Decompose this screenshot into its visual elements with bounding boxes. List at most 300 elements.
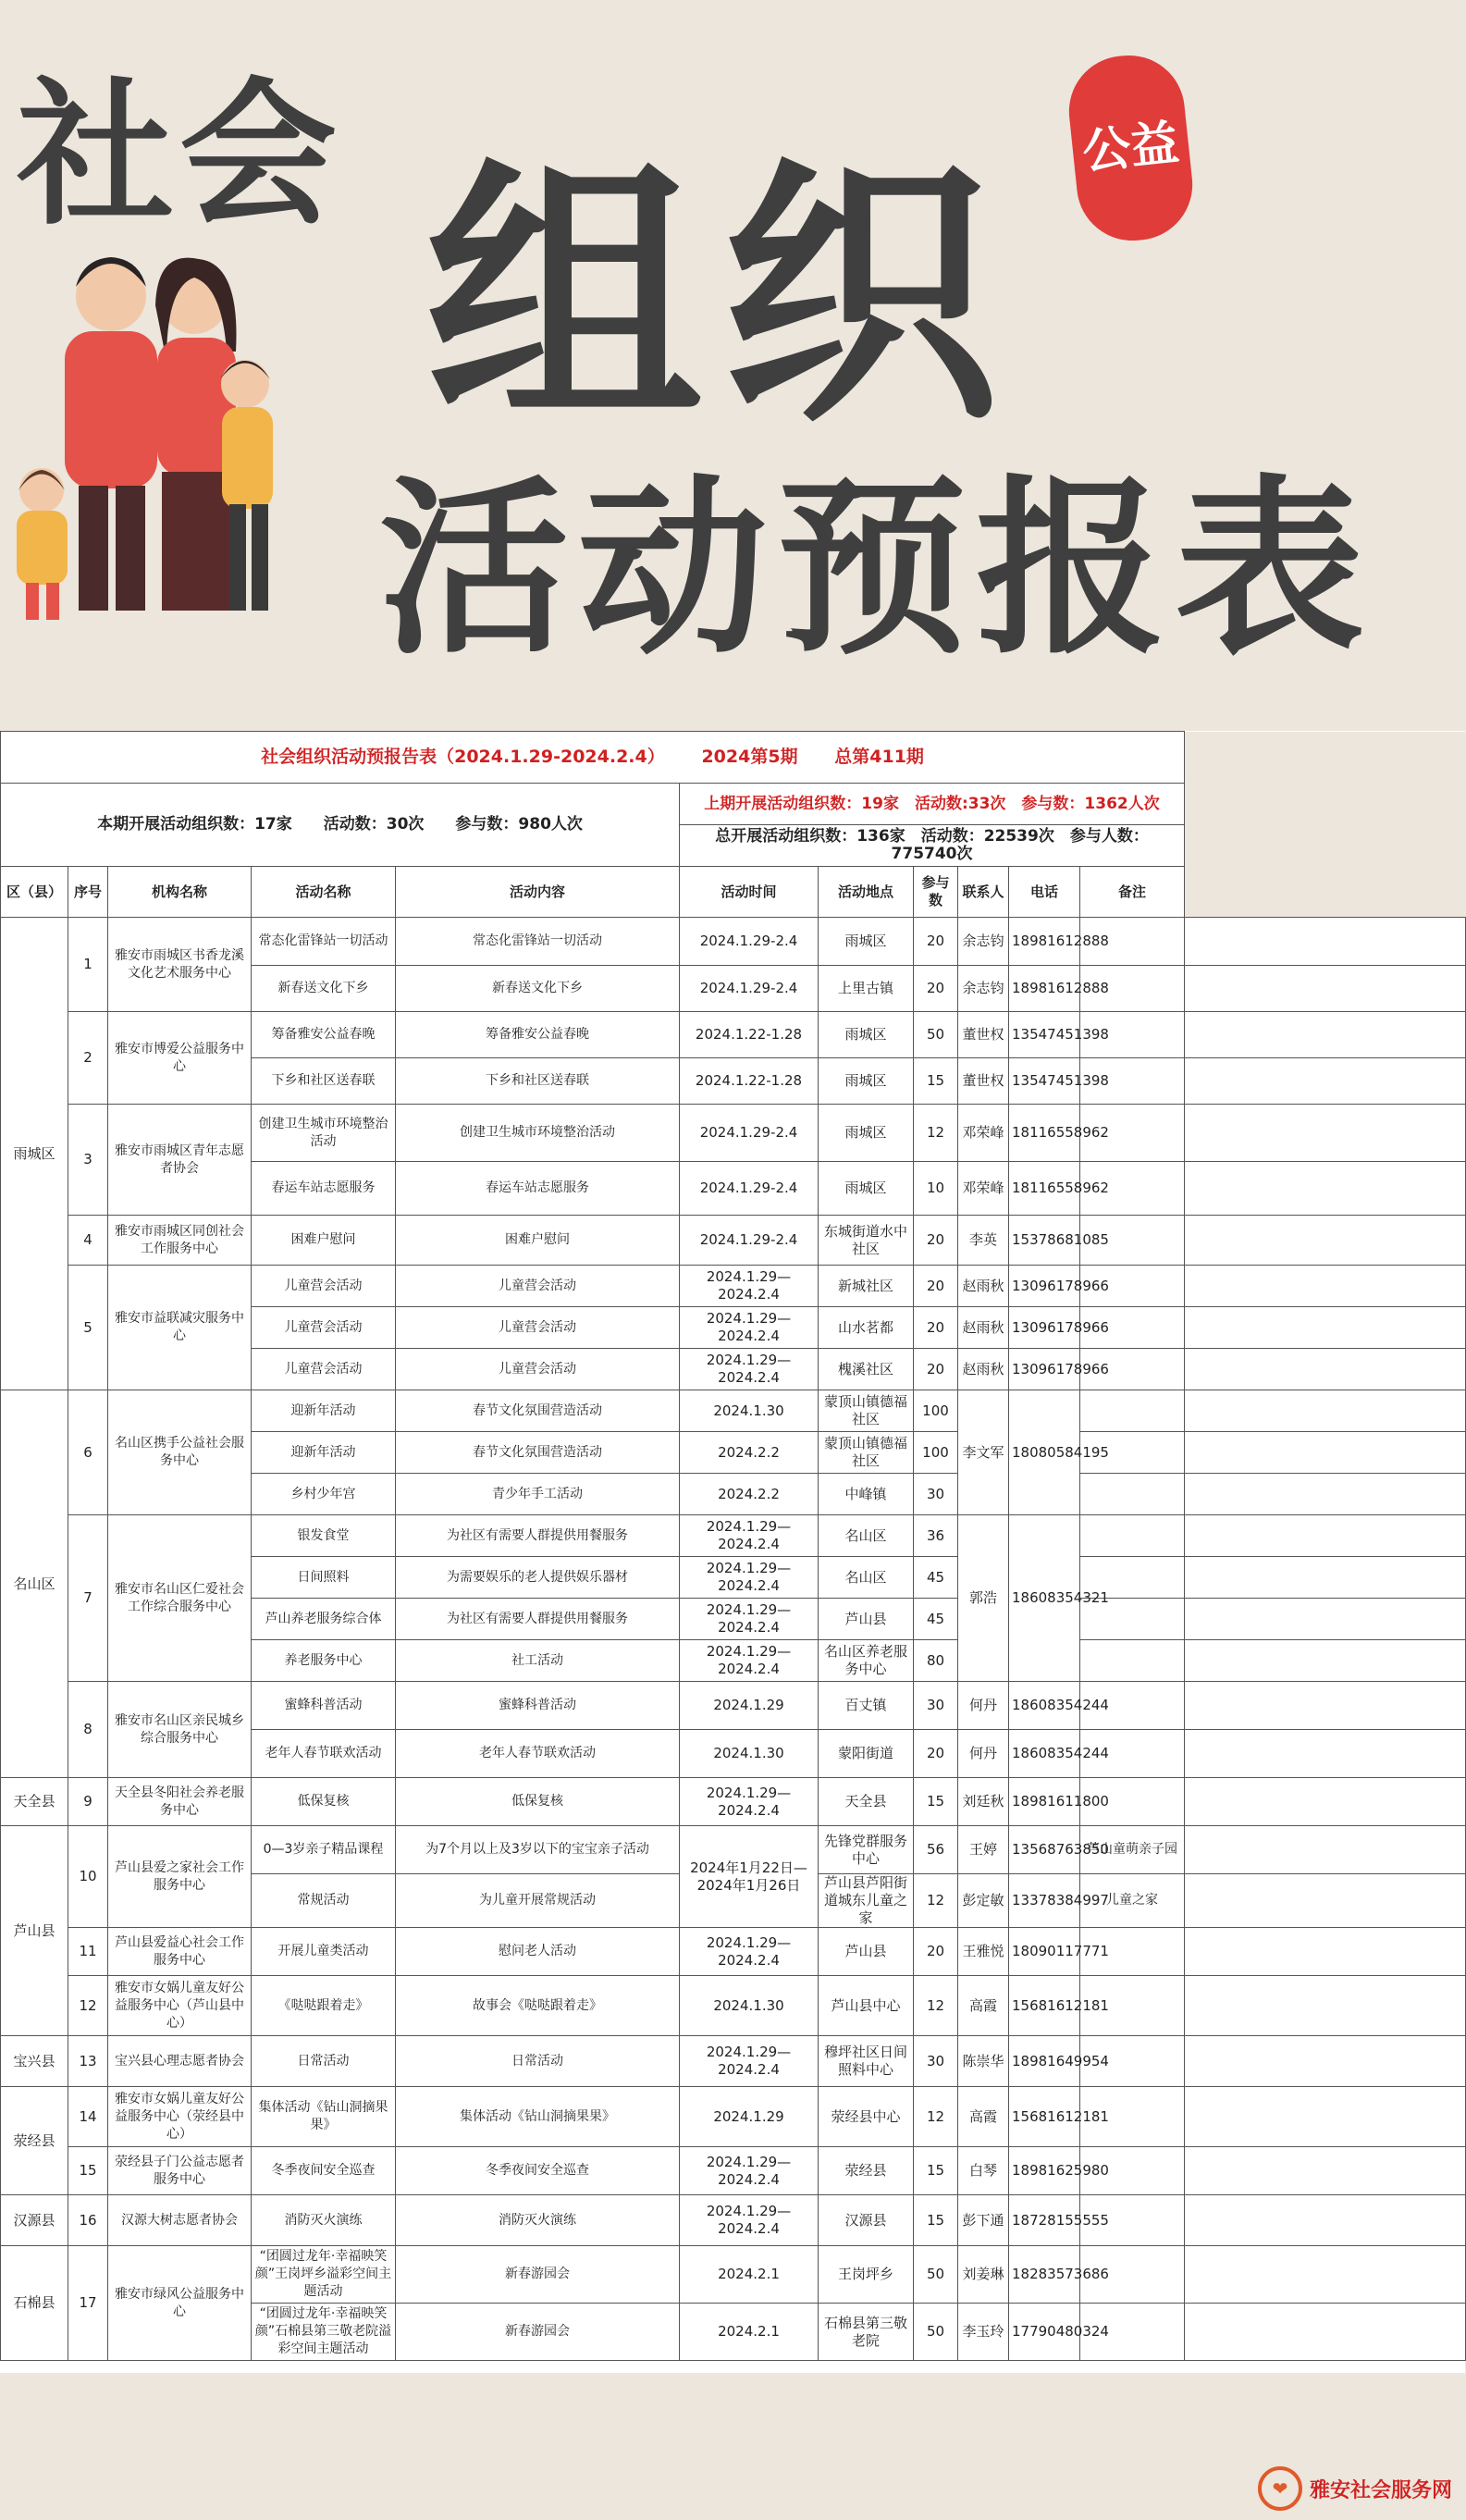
cell-phone: 13568763850 — [1009, 1826, 1080, 1874]
cell-name: 创建卫生城市环境整治活动 — [252, 1105, 396, 1162]
cell-content: 新春游园会 — [396, 2304, 680, 2361]
cell-content: 为儿童开展常规活动 — [396, 1874, 680, 1928]
cell-place: 名山区 — [819, 1557, 914, 1599]
cell-phone: 18981649954 — [1009, 2036, 1080, 2087]
table-row — [1, 1826, 1466, 1874]
cell-count: 20 — [914, 1730, 958, 1778]
cell-time: 2024.1.29 — [680, 2087, 819, 2147]
cell-count: 15 — [914, 2195, 958, 2246]
cell-blank — [1185, 2195, 1466, 2246]
cell-name: 儿童营会活动 — [252, 1349, 396, 1390]
cell-place: 东城街道水中社区 — [819, 1216, 914, 1266]
cell-time: 2024.1.29-2.4 — [680, 966, 819, 1012]
cell-phone: 13096178966 — [1009, 1349, 1080, 1390]
cell-district: 雨城区 — [1, 918, 68, 1390]
cell-blank — [1185, 1826, 1466, 1874]
cell-district: 芦山县 — [1, 1826, 68, 2036]
banner-title-line2: 组织 — [425, 136, 1017, 459]
cell-content: 儿童营会活动 — [396, 1266, 680, 1307]
cell-count: 12 — [914, 1105, 958, 1162]
cell-count: 20 — [914, 1216, 958, 1266]
cell-blank — [1185, 966, 1466, 1012]
table-row — [1, 1682, 1466, 1730]
cell-contact: 李文军 — [958, 1390, 1009, 1515]
charity-stamp-icon — [1064, 50, 1198, 246]
cell-name: 蜜蜂科普活动 — [252, 1682, 396, 1730]
cell-blank — [1185, 1216, 1466, 1266]
cell-name: 迎新年活动 — [252, 1390, 396, 1432]
cell-note — [1080, 1515, 1185, 1557]
cell-name: “团圆过龙年·幸福映笑颜”王岗坪乡溢彩空间主题活动 — [252, 2246, 396, 2304]
cell-content: 儿童营会活动 — [396, 1307, 680, 1349]
cell-time: 2024.1.30 — [680, 1390, 819, 1432]
cell-time: 2024.1.29—2024.2.4 — [680, 1266, 819, 1307]
cell-name: 0—3岁亲子精品课程 — [252, 1826, 396, 1874]
header-row — [1, 867, 1466, 918]
cell-contact: 白琴 — [958, 2147, 1009, 2195]
cell-blank — [1185, 1778, 1466, 1826]
cell-count: 12 — [914, 1874, 958, 1928]
cell-time: 2024.1.29—2024.2.4 — [680, 1778, 819, 1826]
cell-time: 2024.2.1 — [680, 2246, 819, 2304]
cell-count: 20 — [914, 1928, 958, 1976]
cell-contact: 王雅悦 — [958, 1928, 1009, 1976]
cell-contact: 高霞 — [958, 1976, 1009, 2036]
cell-phone: 18608354244 — [1009, 1682, 1080, 1730]
cell-blank — [1185, 1874, 1466, 1928]
cell-content: 蜜蜂科普活动 — [396, 1682, 680, 1730]
cell-contact: 李玉玲 — [958, 2304, 1009, 2361]
table-row — [1, 1976, 1466, 2036]
cell-blank — [1185, 2246, 1466, 2304]
cell-content: 春节文化氛围营造活动 — [396, 1432, 680, 1474]
cell-time: 2024.1.29—2024.2.4 — [680, 2036, 819, 2087]
site-logo — [1258, 2468, 1452, 2509]
cell-blank — [1185, 1515, 1466, 1557]
cell-content: 为社区有需要人群提供用餐服务 — [396, 1599, 680, 1640]
cell-place: 上里古镇 — [819, 966, 914, 1012]
cell-contact: 余志钧 — [958, 918, 1009, 966]
cell-time: 2024.1.29—2024.2.4 — [680, 1928, 819, 1976]
cell-time: 2024.1.29—2024.2.4 — [680, 1640, 819, 1682]
cell-count: 100 — [914, 1432, 958, 1474]
cell-contact: 董世权 — [958, 1012, 1009, 1058]
header-contact: 联系人 — [958, 867, 1009, 918]
cell-content: 老年人春节联欢活动 — [396, 1730, 680, 1778]
cell-no: 15 — [68, 2147, 108, 2195]
cell-contact: 李英 — [958, 1216, 1009, 1266]
summary-current: 本期开展活动组织数：17家 活动数：30次 参与数：980人次 — [1, 784, 680, 867]
cell-time: 2024.1.29 — [680, 1682, 819, 1730]
cell-phone: 18116558962 — [1009, 1162, 1080, 1216]
cell-contact: 高霞 — [958, 2087, 1009, 2147]
cell-count: 15 — [914, 2147, 958, 2195]
cell-place: 先锋党群服务中心 — [819, 1826, 914, 1874]
cell-org: 雅安市女娲儿童友好公益服务中心（荥经县中心） — [108, 2087, 252, 2147]
header-district: 区（县） — [1, 867, 68, 918]
cell-no: 2 — [68, 1012, 108, 1105]
cell-time: 2024.1.22-1.28 — [680, 1058, 819, 1105]
cell-content: 慰问老人活动 — [396, 1928, 680, 1976]
header-content: 活动内容 — [396, 867, 680, 918]
cell-blank — [1185, 1266, 1466, 1307]
cell-name: 迎新年活动 — [252, 1432, 396, 1474]
cell-phone: 18981611800 — [1009, 1778, 1080, 1826]
cell-content: 为社区有需要人群提供用餐服务 — [396, 1515, 680, 1557]
cell-no: 14 — [68, 2087, 108, 2147]
header-name: 活动名称 — [252, 867, 396, 918]
cell-contact: 王婷 — [958, 1826, 1009, 1874]
cell-contact: 彭定敏 — [958, 1874, 1009, 1928]
cell-count: 100 — [914, 1390, 958, 1432]
summary-total: 总开展活动组织数：136家 活动数：22539次 参与人数：775740次 — [680, 825, 1185, 867]
cell-org: 芦山县爱益心社会工作服务中心 — [108, 1928, 252, 1976]
cell-note — [1080, 1640, 1185, 1682]
cell-count: 30 — [914, 2036, 958, 2087]
cell-count: 15 — [914, 1058, 958, 1105]
cell-place: 雨城区 — [819, 1058, 914, 1105]
cell-content: 春运车站志愿服务 — [396, 1162, 680, 1216]
cell-content: 常态化雷锋站一切活动 — [396, 918, 680, 966]
cell-blank — [1185, 2304, 1466, 2361]
cell-contact: 刘廷秋 — [958, 1778, 1009, 1826]
cell-name: 集体活动《钻山洞摘果果》 — [252, 2087, 396, 2147]
cell-place: 芦山县芦阳街道城东儿童之家 — [819, 1874, 914, 1928]
cell-place: 蒙顶山镇德福社区 — [819, 1390, 914, 1432]
cell-time: 2024.1.29-2.4 — [680, 918, 819, 966]
header-no: 序号 — [68, 867, 108, 918]
activity-report-table — [0, 731, 1466, 2361]
cell-time: 2024.1.29-2.4 — [680, 1216, 819, 1266]
cell-time: 2024.2.1 — [680, 2304, 819, 2361]
cell-blank — [1185, 1307, 1466, 1349]
cell-blank — [1185, 1390, 1466, 1432]
cell-count: 15 — [914, 1778, 958, 1826]
cell-count: 12 — [914, 1976, 958, 2036]
cell-phone: 13096178966 — [1009, 1266, 1080, 1307]
cell-count: 20 — [914, 1266, 958, 1307]
cell-count: 12 — [914, 2087, 958, 2147]
cell-note — [1080, 1390, 1185, 1432]
table-row — [1, 1266, 1466, 1307]
cell-org: 天全县冬阳社会养老服务中心 — [108, 1778, 252, 1826]
cell-org: 雅安市博爱公益服务中心 — [108, 1012, 252, 1105]
cell-contact: 赵雨秋 — [958, 1266, 1009, 1307]
cell-phone: 18283573686 — [1009, 2246, 1080, 2304]
cell-contact: 何丹 — [958, 1682, 1009, 1730]
cell-place: 芦山县 — [819, 1928, 914, 1976]
cell-place: 芦山县中心 — [819, 1976, 914, 2036]
cell-content: 青少年手工活动 — [396, 1474, 680, 1515]
cell-count: 30 — [914, 1474, 958, 1515]
cell-phone: 18116558962 — [1009, 1105, 1080, 1162]
table-row — [1, 2036, 1466, 2087]
table-row — [1, 2147, 1466, 2195]
cell-blank — [1185, 1162, 1466, 1216]
cell-district: 宝兴县 — [1, 2036, 68, 2087]
cell-district: 名山区 — [1, 1390, 68, 1778]
cell-count: 36 — [914, 1515, 958, 1557]
cell-name: 低保复核 — [252, 1778, 396, 1826]
cell-name: 下乡和社区送春联 — [252, 1058, 396, 1105]
cell-contact: 陈崇华 — [958, 2036, 1009, 2087]
activity-report-sheet — [0, 731, 1465, 2373]
cell-name: 老年人春节联欢活动 — [252, 1730, 396, 1778]
cell-blank — [1185, 1682, 1466, 1730]
cell-contact: 赵雨秋 — [958, 1349, 1009, 1390]
cell-no: 1 — [68, 918, 108, 1012]
cell-place: 蒙阳街道 — [819, 1730, 914, 1778]
cell-place: 汉源县 — [819, 2195, 914, 2246]
cell-time: 2024.1.30 — [680, 1730, 819, 1778]
cell-blank — [1185, 1730, 1466, 1778]
cell-blank — [1185, 1058, 1466, 1105]
family-illustration-icon — [9, 222, 305, 629]
table-row — [1, 2195, 1466, 2246]
cell-count: 20 — [914, 966, 958, 1012]
cell-phone: 18981625980 — [1009, 2147, 1080, 2195]
cell-content: 困难户慰问 — [396, 1216, 680, 1266]
cell-count: 10 — [914, 1162, 958, 1216]
cell-name: 冬季夜间安全巡查 — [252, 2147, 396, 2195]
cell-blank — [1185, 1349, 1466, 1390]
table-body — [1, 918, 1466, 2361]
cell-contact: 彭下通 — [958, 2195, 1009, 2246]
logo-ring-icon: ❤ — [1258, 2466, 1302, 2511]
cell-org: 名山区携手公益社会服务中心 — [108, 1390, 252, 1515]
table-row — [1, 1105, 1466, 1162]
cell-phone: 15681612181 — [1009, 2087, 1080, 2147]
cell-phone: 15378681085 — [1009, 1216, 1080, 1266]
cell-org: 雅安市名山区仁爱社会工作综合服务中心 — [108, 1515, 252, 1682]
cell-content: 社工活动 — [396, 1640, 680, 1682]
cell-time: 2024.1.29—2024.2.4 — [680, 1599, 819, 1640]
report-issue: 2024第5期 — [701, 747, 798, 767]
logo-text: 雅安社会服务网 — [1310, 2478, 1453, 2502]
cell-no: 5 — [68, 1266, 108, 1390]
table-row — [1, 1515, 1466, 1557]
cell-count: 45 — [914, 1557, 958, 1599]
cell-phone: 15681612181 — [1009, 1976, 1080, 2036]
cell-name: 开展儿童类活动 — [252, 1928, 396, 1976]
cell-time: 2024.1.29—2024.2.4 — [680, 1515, 819, 1557]
cell-place: 荥经县中心 — [819, 2087, 914, 2147]
header-place: 活动地点 — [819, 867, 914, 918]
cell-count: 56 — [914, 1826, 958, 1874]
cell-count: 50 — [914, 1012, 958, 1058]
cell-name: 新春送文化下乡 — [252, 966, 396, 1012]
header-org: 机构名称 — [108, 867, 252, 918]
table-row — [1, 1390, 1466, 1432]
cell-org: 荥经县子门公益志愿者服务中心 — [108, 2147, 252, 2195]
cell-name: 银发食堂 — [252, 1515, 396, 1557]
cell-place: 中峰镇 — [819, 1474, 914, 1515]
cell-contact: 余志钧 — [958, 966, 1009, 1012]
cell-name: 春运车站志愿服务 — [252, 1162, 396, 1216]
cell-content: 新春游园会 — [396, 2246, 680, 2304]
banner-title-line3: 活动预报表 — [379, 460, 1374, 680]
cell-district: 天全县 — [1, 1778, 68, 1826]
cell-time: 2024年1月22日—2024年1月26日 — [680, 1826, 819, 1928]
cell-place: 雨城区 — [819, 1105, 914, 1162]
cell-name: 困难户慰问 — [252, 1216, 396, 1266]
cell-phone: 13378384997 — [1009, 1874, 1080, 1928]
cell-blank — [1185, 1432, 1466, 1474]
cell-org: 雅安市名山区亲民城乡综合服务中心 — [108, 1682, 252, 1778]
cell-time: 2024.1.22-1.28 — [680, 1012, 819, 1058]
cell-place: 名山区养老服务中心 — [819, 1640, 914, 1682]
cell-name: 儿童营会活动 — [252, 1266, 396, 1307]
cell-no: 13 — [68, 2036, 108, 2087]
cell-content: 春节文化氛围营造活动 — [396, 1390, 680, 1432]
cell-time: 2024.1.29—2024.2.4 — [680, 2147, 819, 2195]
cell-time: 2024.1.29-2.4 — [680, 1105, 819, 1162]
cell-place: 雨城区 — [819, 918, 914, 966]
cell-name: “团圆过龙年·幸福映笑颜”石棉县第三敬老院溢彩空间主题活动 — [252, 2304, 396, 2361]
cell-no: 10 — [68, 1826, 108, 1928]
cell-phone: 17790480324 — [1009, 2304, 1080, 2361]
cell-phone: 13547451398 — [1009, 1058, 1080, 1105]
cell-name: 养老服务中心 — [252, 1640, 396, 1682]
summary-last: 上期开展活动组织数：19家 活动数:33次 参与数：1362人次 — [680, 784, 1185, 825]
cell-content: 为7个月以上及3岁以下的宝宝亲子活动 — [396, 1826, 680, 1874]
banner-title-line1: 社会 — [17, 64, 343, 247]
cell-blank — [1185, 2087, 1466, 2147]
cell-place: 雨城区 — [819, 1012, 914, 1058]
cell-name: 常规活动 — [252, 1874, 396, 1928]
cell-name: 日间照料 — [252, 1557, 396, 1599]
report-title-cell — [1, 732, 1185, 784]
cell-contact: 刘姜琳 — [958, 2246, 1009, 2304]
cell-time: 2024.2.2 — [680, 1432, 819, 1474]
cell-place: 百丈镇 — [819, 1682, 914, 1730]
cell-blank — [1185, 2147, 1466, 2195]
banner — [0, 0, 1465, 726]
cell-contact: 董世权 — [958, 1058, 1009, 1105]
cell-phone: 13096178966 — [1009, 1307, 1080, 1349]
cell-place: 槐溪社区 — [819, 1349, 914, 1390]
cell-org: 雅安市雨城区书香龙溪文化艺术服务中心 — [108, 918, 252, 1012]
cell-phone: 18608354321 — [1009, 1515, 1080, 1682]
cell-blank — [1185, 1474, 1466, 1515]
cell-blank — [1185, 1640, 1466, 1682]
report-total-issue: 总第411期 — [834, 747, 924, 767]
cell-blank — [1185, 1928, 1466, 1976]
cell-org: 雅安市益联减灾服务中心 — [108, 1266, 252, 1390]
report-title: 社会组织活动预报告表（2024.1.29-2024.2.4） — [261, 747, 665, 767]
cell-note: 芦山童萌亲子园 — [1080, 1826, 1185, 1874]
cell-time: 2024.2.2 — [680, 1474, 819, 1515]
cell-count: 45 — [914, 1599, 958, 1640]
cell-note — [1080, 1474, 1185, 1515]
cell-name: 消防灭火演练 — [252, 2195, 396, 2246]
header-count: 参与数 — [914, 867, 958, 918]
cell-contact: 郭浩 — [958, 1515, 1009, 1682]
cell-place: 蒙顶山镇德福社区 — [819, 1432, 914, 1474]
cell-contact: 邓荣峰 — [958, 1105, 1009, 1162]
cell-place: 山水茗都 — [819, 1307, 914, 1349]
table-row — [1, 2246, 1466, 2304]
cell-org: 宝兴县心理志愿者协会 — [108, 2036, 252, 2087]
cell-name: 乡村少年宫 — [252, 1474, 396, 1515]
cell-count: 80 — [914, 1640, 958, 1682]
cell-phone: 13547451398 — [1009, 1012, 1080, 1058]
cell-phone: 18608354244 — [1009, 1730, 1080, 1778]
cell-contact: 赵雨秋 — [958, 1307, 1009, 1349]
cell-phone: 18981612888 — [1009, 918, 1080, 966]
cell-phone: 18981612888 — [1009, 966, 1080, 1012]
cell-blank — [1185, 2036, 1466, 2087]
header-note: 备注 — [1080, 867, 1185, 918]
cell-content: 冬季夜间安全巡查 — [396, 2147, 680, 2195]
table-row — [1, 2087, 1466, 2147]
cell-no: 4 — [68, 1216, 108, 1266]
cell-no: 3 — [68, 1105, 108, 1216]
cell-count: 20 — [914, 1307, 958, 1349]
cell-org: 雅安市绿风公益服务中心 — [108, 2246, 252, 2361]
cell-count: 20 — [914, 918, 958, 966]
cell-content: 新春送文化下乡 — [396, 966, 680, 1012]
cell-place: 石棉县第三敬老院 — [819, 2304, 914, 2361]
cell-blank — [1185, 1105, 1466, 1162]
cell-org: 汉源大树志愿者协会 — [108, 2195, 252, 2246]
cell-blank — [1185, 918, 1466, 966]
table-row — [1, 1928, 1466, 1976]
cell-note: 儿童之家 — [1080, 1874, 1185, 1928]
cell-time: 2024.1.29—2024.2.4 — [680, 1557, 819, 1599]
cell-blank — [1185, 1557, 1466, 1599]
cell-blank — [1185, 1012, 1466, 1058]
cell-no: 9 — [68, 1778, 108, 1826]
cell-place: 王岗坪乡 — [819, 2246, 914, 2304]
cell-time: 2024.1.29—2024.2.4 — [680, 2195, 819, 2246]
cell-content: 筹备雅安公益春晚 — [396, 1012, 680, 1058]
cell-org: 芦山县爱之家社会工作服务中心 — [108, 1826, 252, 1928]
cell-count: 50 — [914, 2246, 958, 2304]
cell-time: 2024.1.29-2.4 — [680, 1162, 819, 1216]
cell-no: 6 — [68, 1390, 108, 1515]
cell-no: 17 — [68, 2246, 108, 2361]
cell-time: 2024.1.30 — [680, 1976, 819, 2036]
cell-district: 石棉县 — [1, 2246, 68, 2361]
cell-org: 雅安市雨城区同创社会工作服务中心 — [108, 1216, 252, 1266]
cell-content: 创建卫生城市环境整治活动 — [396, 1105, 680, 1162]
header-time: 活动时间 — [680, 867, 819, 918]
cell-place: 新城社区 — [819, 1266, 914, 1307]
table-row — [1, 1778, 1466, 1826]
cell-phone: 18728155555 — [1009, 2195, 1080, 2246]
cell-count: 30 — [914, 1682, 958, 1730]
cell-name: 《哒哒跟着走》 — [252, 1976, 396, 2036]
header-phone: 电话 — [1009, 867, 1080, 918]
cell-content: 集体活动《钻山洞摘果果》 — [396, 2087, 680, 2147]
cell-phone: 18090117771 — [1009, 1928, 1080, 1976]
cell-place: 荥经县 — [819, 2147, 914, 2195]
cell-no: 16 — [68, 2195, 108, 2246]
cell-org: 雅安市女娲儿童友好公益服务中心（芦山县中心） — [108, 1976, 252, 2036]
cell-no: 8 — [68, 1682, 108, 1778]
stamp-text: 公益 — [1079, 115, 1182, 181]
cell-name: 筹备雅安公益春晚 — [252, 1012, 396, 1058]
cell-count: 20 — [914, 1349, 958, 1390]
cell-content: 日常活动 — [396, 2036, 680, 2087]
cell-content: 下乡和社区送春联 — [396, 1058, 680, 1105]
cell-content: 故事会《哒哒跟着走》 — [396, 1976, 680, 2036]
cell-content: 低保复核 — [396, 1778, 680, 1826]
cell-content: 儿童营会活动 — [396, 1349, 680, 1390]
cell-contact: 何丹 — [958, 1730, 1009, 1778]
cell-count: 50 — [914, 2304, 958, 2361]
